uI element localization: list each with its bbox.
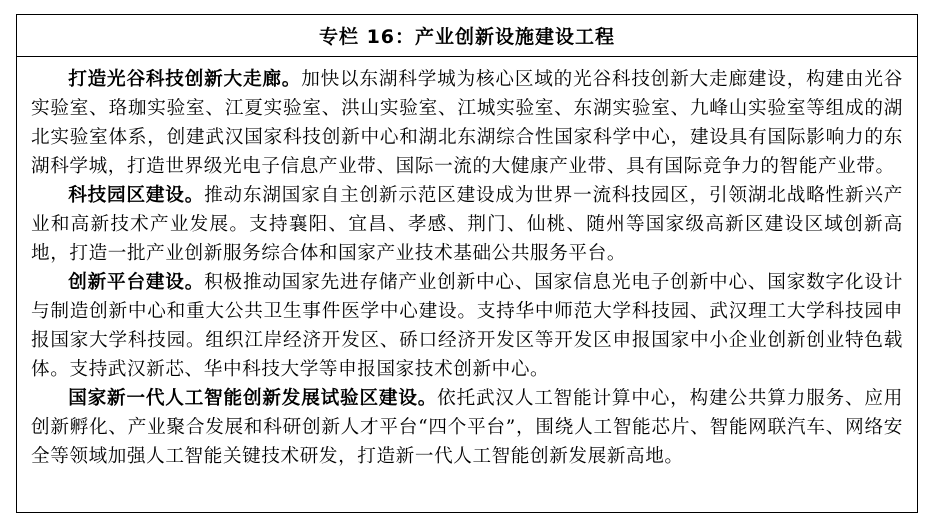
paragraph-innovation-platform xyxy=(31,268,903,384)
paragraph-text: 依托武汉人工智能计算中心，构建公共算力服务、应用创新孵化、产业聚合发展和科研创新人才平台“四个平台”，围绕人工智能芯片、智能网联汽车、网络安全等领域加强人工智能关键技术研发，打造新一代人工智能创新发展新高地。 xyxy=(31,388,903,467)
column-box xyxy=(16,14,918,513)
paragraph-guanggu-corridor xyxy=(31,65,903,181)
column-title: 专栏 16：产业创新设施建设工程 xyxy=(318,26,616,48)
paragraph-lead: 国家新一代人工智能创新发展试验区建设。 xyxy=(68,388,438,409)
paragraph-lead: 打造光谷科技创新大走廊。 xyxy=(68,69,302,90)
paragraph-lead: 科技园区建设。 xyxy=(68,185,205,206)
column-header xyxy=(17,15,917,57)
paragraph-text: 积极推动国家先进存储产业创新中心、国家信息光电子创新中心、国家数字化设计与制造创新中心和重大公共卫生事件医学中心建设。支持华中师范大学科技园、武汉理工大学科技园申报国家大学科技园。组织江岸经济开发区、硚口经济开发区等开发区申报国家中小企业创新创业特色载体。支持武汉新芯、华中科技大学等申报国家技术创新中心。 xyxy=(31,272,903,380)
paragraph-lead: 创新平台建设。 xyxy=(68,272,205,293)
paragraph-ai-pilot-zone xyxy=(31,384,903,471)
paragraph-text: 推动东湖国家自主创新示范区建设成为世界一流科技园区，引领湖北战略性新兴产业和高新技术产业发展。支持襄阳、宜昌、孝感、荆门、仙桃、随州等国家级高新区建设区域创新高地，打造一批产业创新服务综合体和国家产业技术基础公共服务平台。 xyxy=(31,185,903,264)
paragraph-text: 加快以东湖科学城为核心区域的光谷科技创新大走廊建设，构建由光谷实验室、珞珈实验室、江夏实验室、洪山实验室、江城实验室、东湖实验室、九峰山实验室等组成的湖北实验室体系，创建武汉国家科技创新中心和湖北东湖综合性国家科学中心，建设具有国际影响力的东湖科学城，打造世界级光电子信息产业带、国际一流的大健康产业带、具有国际竞争力的智能产业带。 xyxy=(31,69,903,177)
paragraph-science-park xyxy=(31,181,903,268)
column-body xyxy=(17,57,917,471)
